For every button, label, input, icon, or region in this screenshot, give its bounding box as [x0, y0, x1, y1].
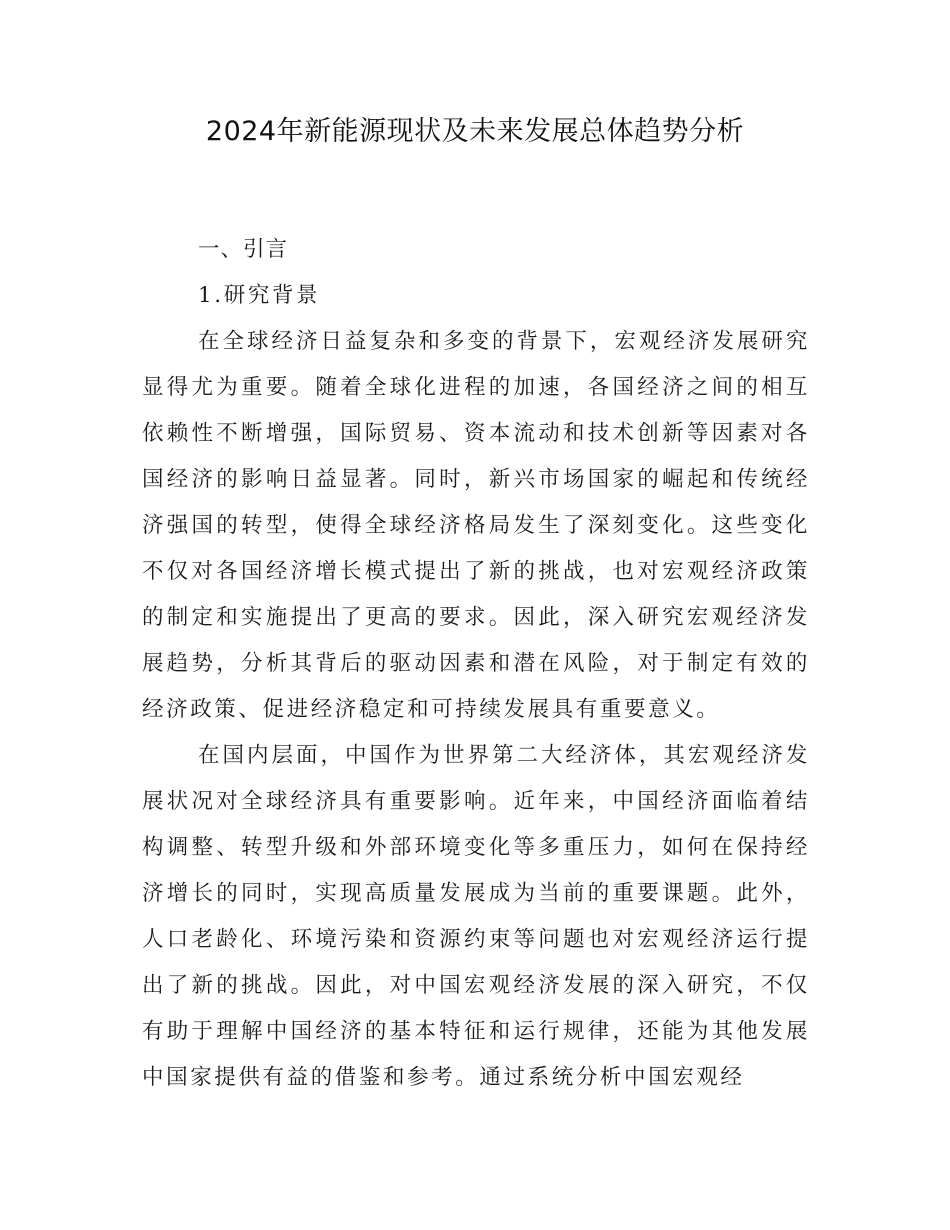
- paragraph-2: 在国内层面，中国作为世界第二大经济体，其宏观经济发展状况对全球经济具有重要影响。近年来，中国经济面临着结构调整、转型升级和外部环境变化等多重压力，如何在保持经济增长的同时，实现高质量发展成为当前的重要课题。此外，人口老龄化、环境污染和资源约束等问题也对宏观经济运行提出了新的挑战。因此，对中国宏观经济发展的深入研究，不仅有助于理解中国经济的基本特征和运行规律，还能为其他发展中国家提供有益的借鉴和参考。通过系统分析中国宏观经: [142, 743, 810, 1090]
- paragraph-1: 在全球经济日益复杂和多变的背景下，宏观经济发展研究显得尤为重要。随着全球化进程的加速，各国经济之间的相互依赖性不断增强，国际贸易、资本流动和技术创新等因素对各国经济的影响日益显著。同时，新兴市场国家的崛起和传统经济强国的转型，使得全球经济格局发生了深刻变化。这些变化不仅对各国经济增长模式提出了新的挑战，也对宏观经济政策的制定和实施提出了更高的要求。因此，深入研究宏观经济发展趋势，分析其背后的驱动因素和潜在风险，对于制定有效的经济政策、促进经济稳定和可持续发展具有重要意义。: [142, 329, 810, 722]
- section-heading: 一、引言: [198, 237, 289, 262]
- document-title: 2024年新能源现状及未来发展总体趋势分析: [205, 116, 745, 147]
- document-body: [142, 227, 810, 1101]
- subsection-heading: 1.研究背景: [198, 283, 321, 308]
